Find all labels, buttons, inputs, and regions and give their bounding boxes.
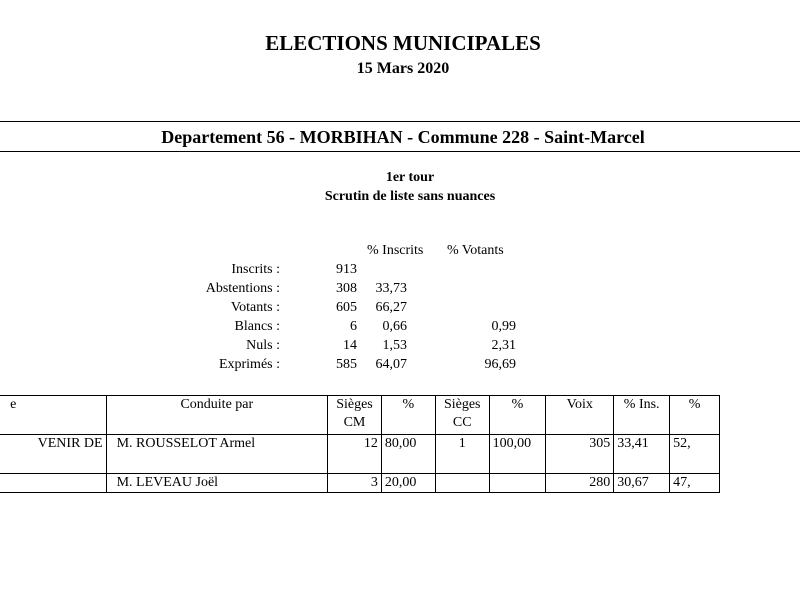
results-table	[0, 395, 720, 493]
scrutin-type: Scrutin de liste sans nuances	[324, 189, 496, 204]
stats-label: Exprimés :	[218, 357, 280, 372]
cell-pct-exp: 47,	[670, 474, 720, 493]
cell-conduite: M. ROUSSELOT Armel	[106, 435, 327, 474]
header-sieges-cm-line2: CM	[343, 415, 366, 430]
document-title: ELECTIONS MUNICIPALES	[265, 31, 541, 55]
cell-sieges-cc	[435, 474, 489, 493]
stats-value: 308	[336, 281, 357, 296]
stats-value: 605	[336, 300, 357, 315]
header-sieges-cm-line1: Sièges	[336, 397, 373, 412]
cell-sieges-cc: 1	[435, 435, 489, 474]
header-sieges-cc	[435, 396, 489, 435]
stats-header-pct-votants: % Votants	[447, 243, 504, 258]
header-voix: Voix	[546, 396, 614, 435]
cell-pct-ins: 33,41	[614, 435, 670, 474]
table-row	[0, 474, 720, 493]
header-pct-ins: % Ins.	[614, 396, 670, 435]
cell-voix: 305	[546, 435, 614, 474]
header-pct-cm: %	[381, 396, 435, 435]
stats-pct-votants: 96,69	[484, 357, 516, 372]
cell-pct-cc: 100,00	[489, 435, 546, 474]
stats-label: Inscrits :	[231, 262, 280, 277]
stats-value: 14	[343, 338, 357, 353]
cell-sieges-cm: 3	[328, 474, 382, 493]
header-pct-cc: %	[489, 396, 546, 435]
results-header-row	[0, 396, 720, 435]
stats-label: Abstentions :	[205, 281, 280, 296]
stats-pct-inscrits: 0,66	[382, 319, 407, 334]
divider-bottom	[0, 151, 800, 152]
header-sieges-cm	[328, 396, 382, 435]
header-liste: e	[0, 396, 106, 435]
cell-pct-exp: 52,	[670, 435, 720, 474]
stats-header-pct-inscrits: % Inscrits	[367, 243, 424, 258]
table-row	[0, 435, 720, 474]
cell-conduite: M. LEVEAU Joël	[106, 474, 327, 493]
cell-voix: 280	[546, 474, 614, 493]
divider-top	[0, 121, 800, 122]
round-label: 1er tour	[385, 170, 435, 185]
stats-value: 585	[336, 357, 357, 372]
election-date: 15 Mars 2020	[356, 60, 450, 77]
header-sieges-cc-line1: Sièges	[443, 397, 481, 412]
cell-pct-cm: 20,00	[381, 474, 435, 493]
stats-pct-inscrits: 64,07	[375, 357, 407, 372]
stats-value: 913	[336, 262, 357, 277]
stats-pct-inscrits: 66,27	[375, 300, 407, 315]
header-pct-exp: %	[670, 396, 720, 435]
stats-label: Votants :	[230, 300, 280, 315]
stats-pct-votants: 0,99	[491, 319, 516, 334]
stats-pct-votants: 2,31	[491, 338, 516, 353]
stats-label: Nuls :	[246, 338, 280, 353]
header-sieges-cc-line2: CC	[452, 415, 472, 430]
cell-pct-ins: 30,67	[614, 474, 670, 493]
cell-sieges-cm: 12	[328, 435, 382, 474]
header-conduite: Conduite par	[106, 396, 327, 435]
cell-liste: VENIR DE	[0, 435, 106, 474]
cell-liste	[0, 474, 106, 493]
stats-label: Blancs :	[234, 319, 280, 334]
stats-value: 6	[350, 319, 357, 334]
cell-pct-cc	[489, 474, 546, 493]
location-heading: Departement 56 - MORBIHAN - Commune 228 - Saint-Marcel	[161, 127, 645, 147]
cell-pct-cm: 80,00	[381, 435, 435, 474]
stats-pct-inscrits: 1,53	[382, 338, 407, 353]
stats-pct-inscrits: 33,73	[375, 281, 407, 296]
